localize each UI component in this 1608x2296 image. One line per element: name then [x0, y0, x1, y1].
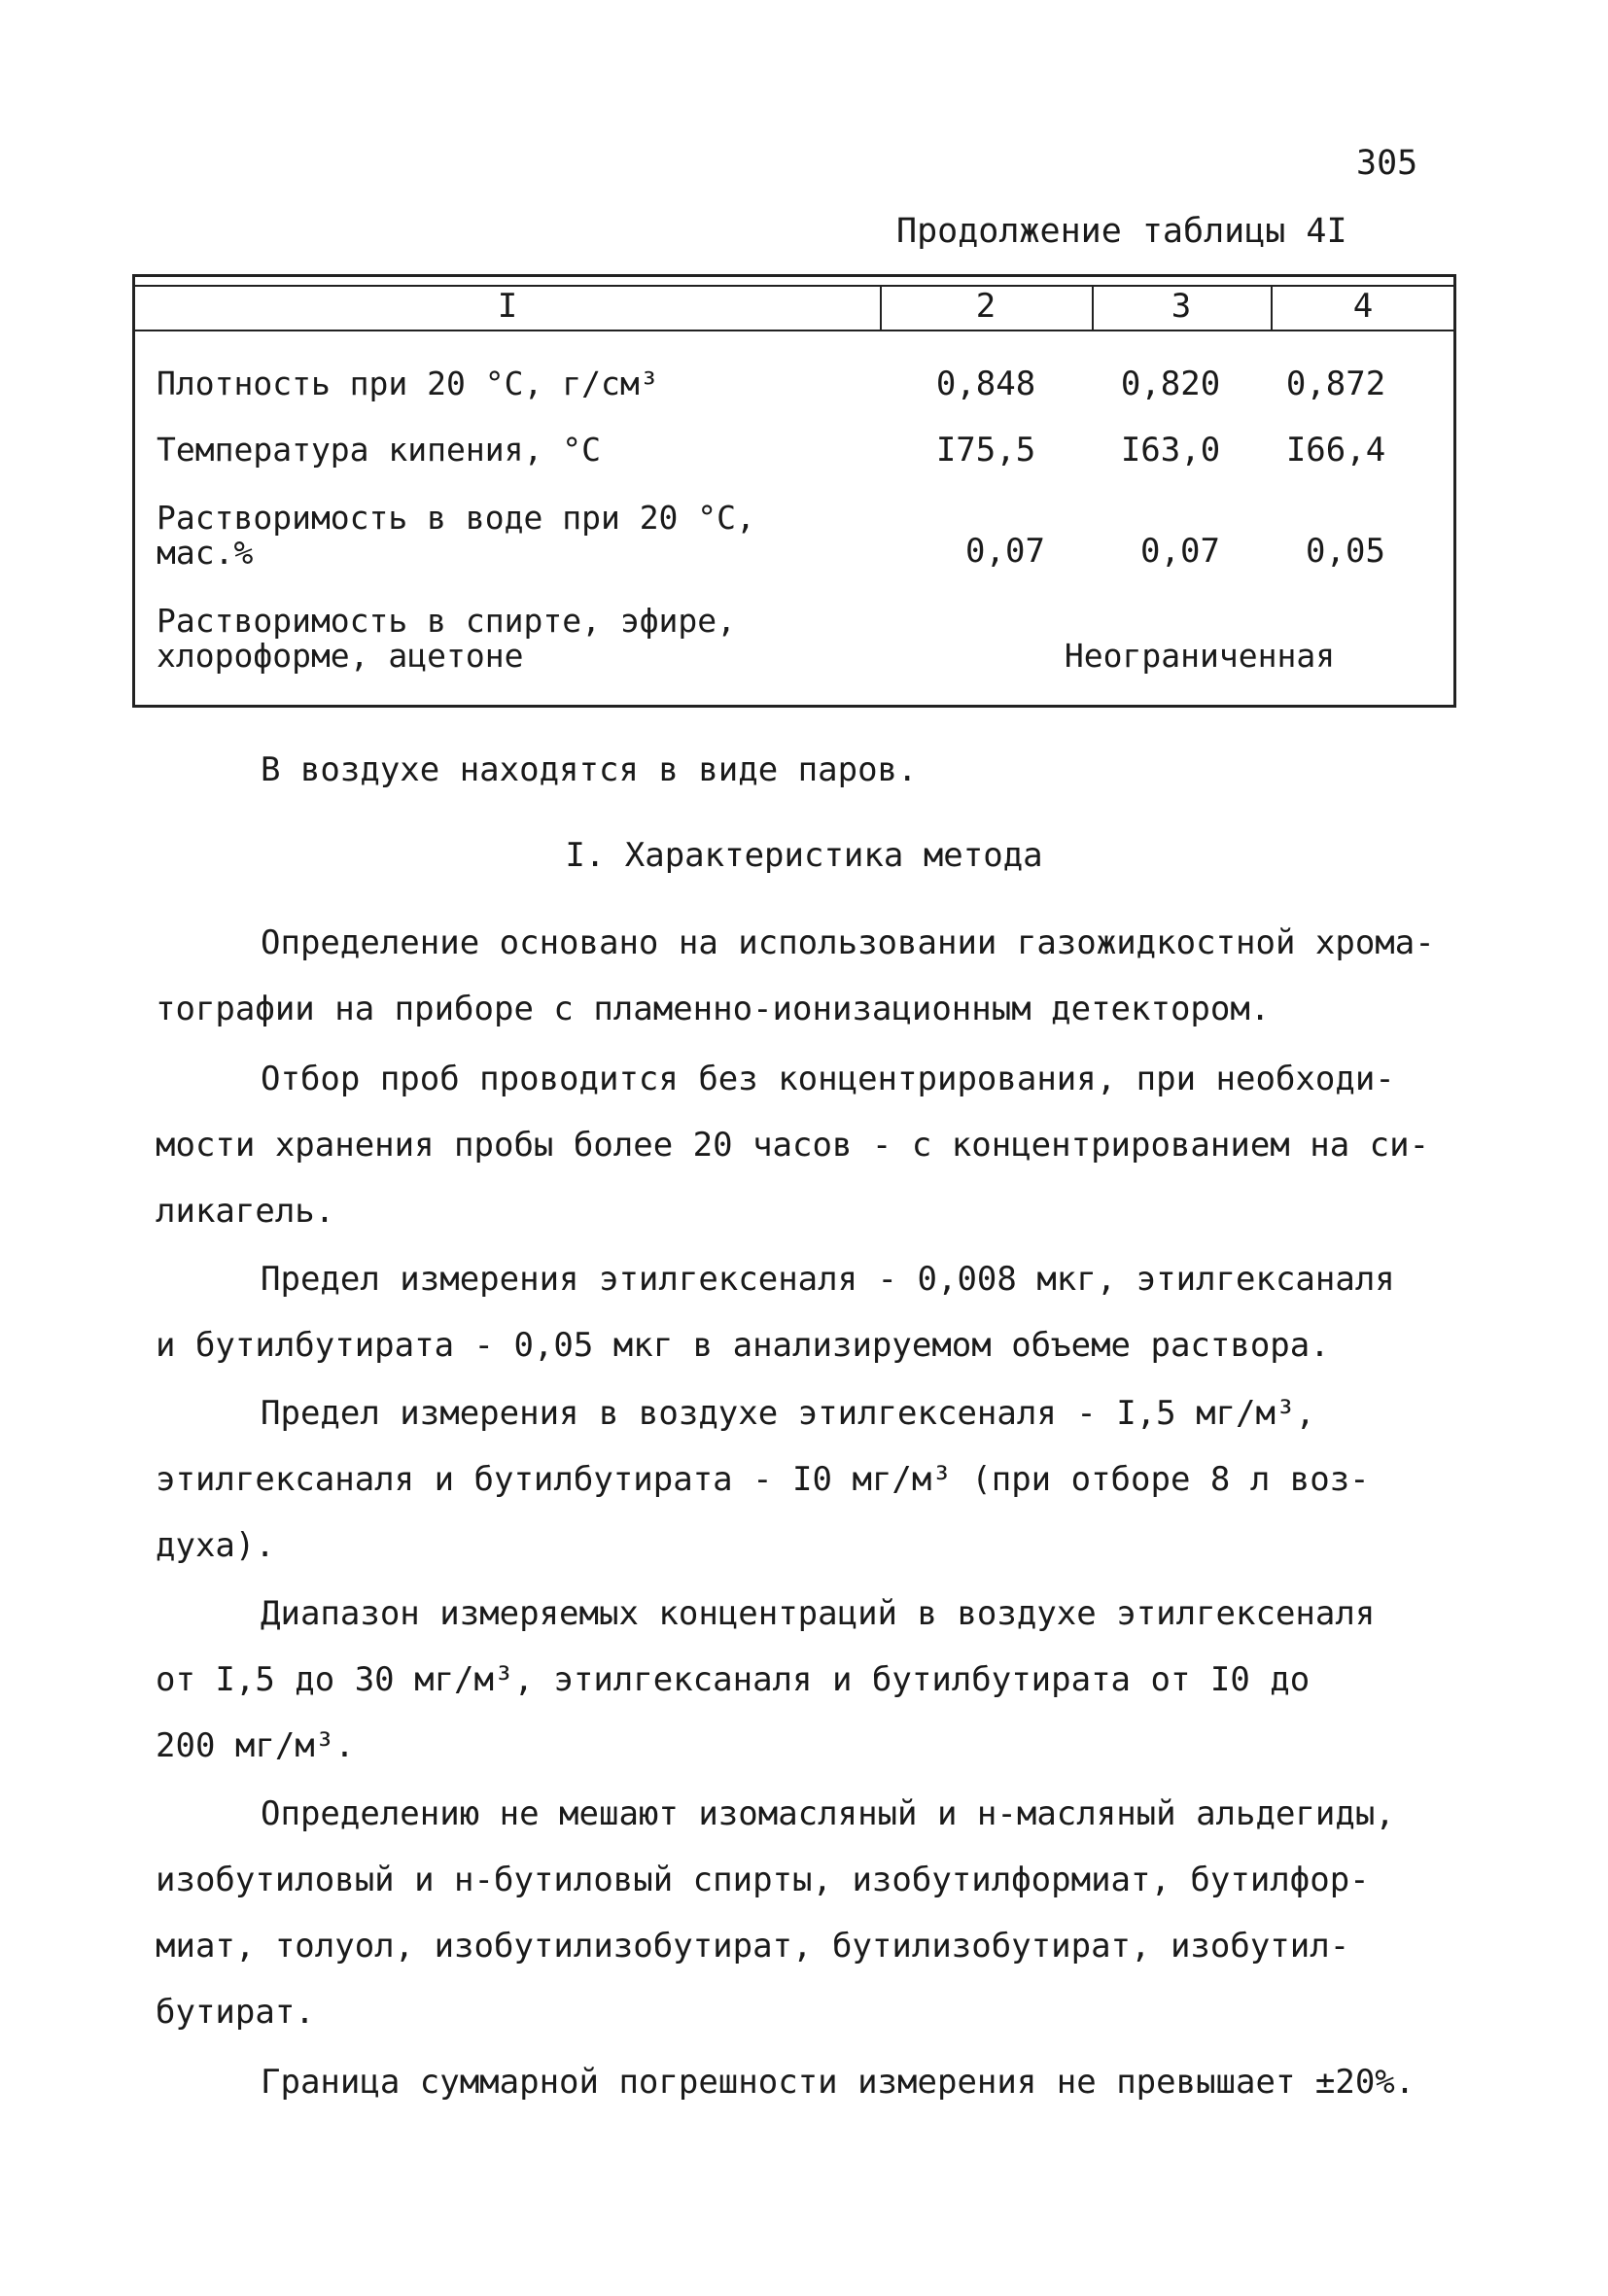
table-cell: I66,4	[1285, 431, 1386, 470]
table-header-rule	[135, 330, 1453, 331]
table-cell: 0,820	[1120, 365, 1221, 403]
table-cell: 0,07	[1140, 532, 1220, 571]
table-header-col-4: 4	[1352, 287, 1374, 326]
table-row-label: хлороформе, ацетоне	[157, 637, 524, 675]
paragraph-line: мости хранения пробы более 20 часов - с концентрированием на си-	[156, 1126, 1430, 1165]
table-row-label: мас.%	[157, 534, 254, 572]
paragraph: Граница суммарной погрешности измерения не превышает ±20%.	[261, 2063, 1416, 2102]
table-cell: 0,848	[935, 365, 1036, 403]
paragraph-line: 200 мг/м³.	[156, 1726, 355, 1765]
paragraph-line: этилгексаналя и бутилбутирата - I0 мг/м³ (при отборе 8 л воз-	[156, 1460, 1370, 1499]
table-row-label: Плотность при 20 °С, г/см³	[157, 365, 659, 402]
paragraph-line: Предел измерения этилгексеналя - 0,008 мкг, этилгексаналя	[261, 1260, 1395, 1299]
paragraph-line: и бутилбутирата - 0,05 мкг в анализируемом объеме раствора.	[156, 1326, 1330, 1365]
paragraph-line: Предел измерения в воздухе этилгексеналя - I,5 мг/м³,	[261, 1394, 1315, 1433]
paragraph-line: Диапазон измеряемых концентраций в воздухе этилгексеналя	[261, 1594, 1376, 1633]
paragraph-line: ликагель.	[156, 1192, 335, 1231]
paragraph-line: бутират.	[156, 1993, 315, 2032]
paragraph-line: Определение основано на использовании газожидкостной хрома-	[261, 923, 1435, 962]
table-cell: 0,872	[1285, 365, 1386, 403]
table-row-label: Растворимость в спирте, эфире,	[157, 602, 737, 640]
table-header-col-1: I	[497, 287, 518, 326]
table-merged-cell: Неограниченная	[1064, 637, 1336, 675]
paragraph-line: духа).	[156, 1526, 275, 1565]
table-caption: Продолжение таблицы 4I	[896, 212, 1347, 251]
table-cell: I63,0	[1120, 431, 1221, 470]
paragraph-line: Отбор проб проводится без концентрирования, при необходи-	[261, 1060, 1395, 1098]
paragraph-line: тографии на приборе с пламенно-ионизационным детектором.	[156, 990, 1271, 1028]
paragraph: В воздухе находятся в виде паров.	[261, 750, 918, 789]
table-header-col-3: 3	[1171, 287, 1192, 326]
properties-table	[132, 274, 1456, 708]
paragraph-line: миат, толуол, изобутилизобутират, бутилизобутират, изобутил-	[156, 1927, 1350, 1966]
paragraph-line: от I,5 до 30 мг/м³, этилгексаналя и бутилбутирата от I0 до	[156, 1660, 1311, 1699]
paragraph-line: изобутиловый и н-бутиловый спирты, изобутилформиат, бутилфор-	[156, 1861, 1370, 1899]
table-cell: I75,5	[935, 431, 1036, 470]
table-row-label: Растворимость в воде при 20 °С,	[157, 499, 755, 537]
table-cell: 0,05	[1306, 532, 1385, 571]
paragraph-line: Определению не мешают изомасляный и н-масляный альдегиды,	[261, 1794, 1395, 1833]
table-cell: 0,07	[965, 532, 1045, 571]
table-row-label: Температура кипения, °С	[157, 431, 601, 469]
table-header-col-2: 2	[975, 287, 996, 326]
page-number: 305	[1356, 144, 1418, 183]
section-heading: I. Характеристика метода	[565, 836, 1043, 875]
